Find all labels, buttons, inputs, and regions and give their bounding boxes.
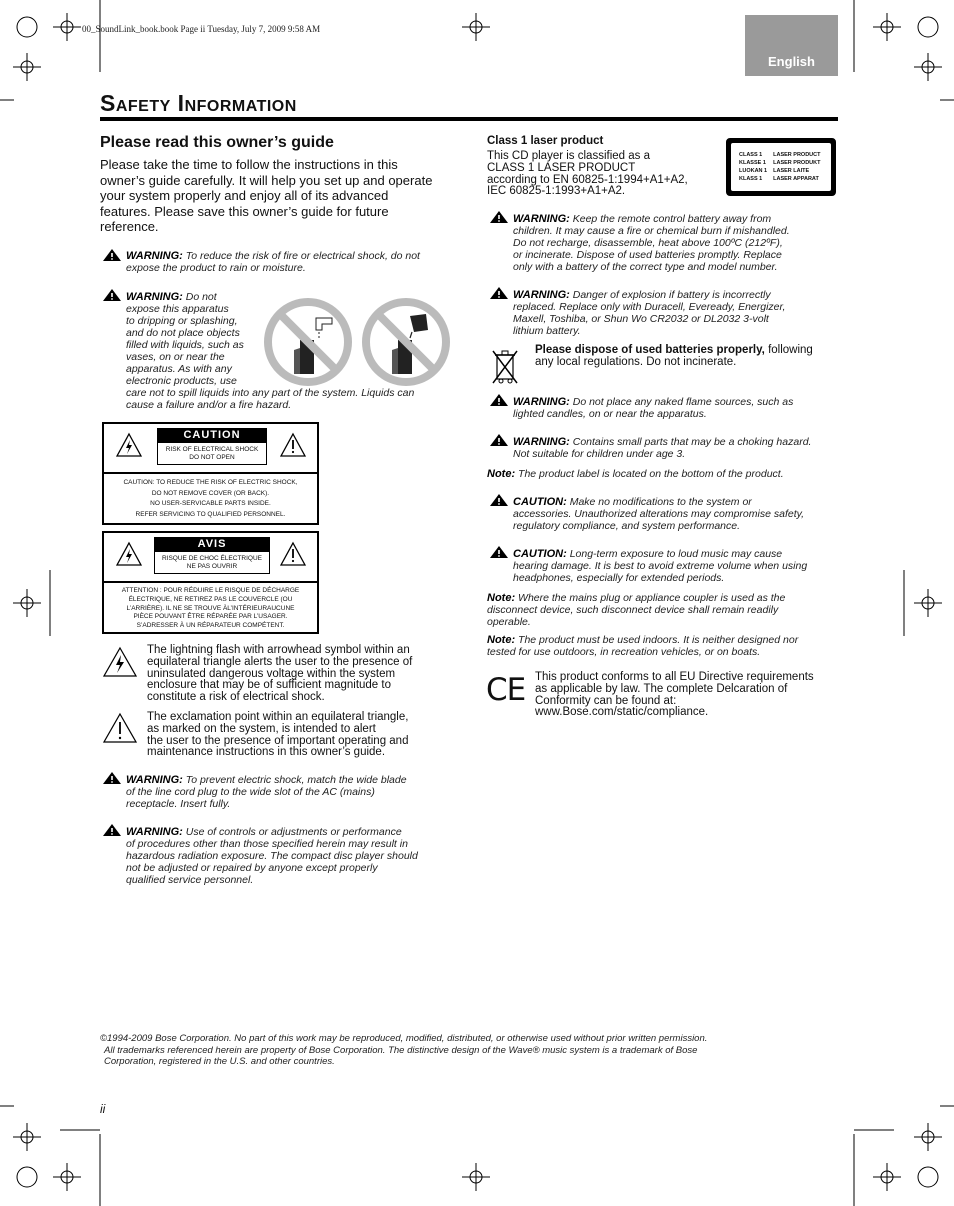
warning-line: qualified service personnel.	[126, 874, 254, 886]
caution-body-line: REFER SERVICING TO QUALIFIED PERSONNEL.	[135, 510, 286, 518]
laser-heading: Class 1 laser product	[487, 135, 604, 147]
warning-line: Do not recharge, disassemble, heat above 100ºC (212ºF),	[513, 237, 783, 249]
warning-label: WARNING:	[126, 774, 183, 786]
title-rule	[100, 117, 838, 121]
text-line: constitute a risk of electrical shock.	[147, 691, 325, 704]
caution-icon	[489, 493, 509, 507]
eu-compliance	[535, 672, 835, 719]
exclamation-triangle-icon	[103, 712, 137, 744]
warning-line: or incinerate. Dispose of used batteries promptly. Replace	[513, 249, 782, 261]
caution-line: Make no modifications to the system or	[569, 496, 752, 508]
text-line: as applicable by law. The complete Delcaration of	[535, 682, 788, 695]
note-line: disconnect device, such disconnect device shall remain readily	[487, 604, 779, 616]
warning-icon	[489, 433, 509, 447]
avis-body-line: PIÈCE POUVANT ÊTRE RÉPARÉE PAR L’USAGER.	[133, 613, 288, 621]
caution-sub-line: RISK OF ELECTRICAL SHOCK	[165, 446, 259, 453]
warning-line: Use of controls or adjustments or performance	[185, 826, 402, 838]
lightning-triangle-icon	[116, 432, 142, 458]
warning-line: Danger of explosion if battery is incorrectly	[572, 289, 771, 301]
warning-line: lighted candles, on or near the apparatus.	[513, 408, 707, 420]
laser-class-label	[726, 138, 836, 196]
intro-paragraph: Please take the time to follow the instructions in this owner’s guide carefully. It will help you set up and operate your system properly and enjoy all of its advanced features. Please save this owner’s guide for future reference.	[100, 157, 433, 235]
text-line: equilateral triangle alerts the user to the presence of	[147, 655, 413, 668]
language-tab[interactable]: English	[745, 15, 838, 76]
warning-line: not be adjusted or repaired by anyone except properly	[126, 862, 378, 874]
avis-sub-line: RISQUE DE CHOC ÉLECTRIQUE	[161, 555, 263, 562]
warning-line: apparatus. As with any	[126, 363, 232, 375]
disposal-text: following	[764, 344, 813, 356]
warning-text: To reduce the risk of fire or electrical shock, do not expose the product to rain or moisture.	[126, 250, 420, 274]
note-disconnect-device	[487, 592, 837, 628]
text-line: enclosure that may be of sufficient magnitude to	[147, 679, 391, 692]
warning-label: WARNING:	[513, 213, 570, 225]
disposal-text: any local regulations. Do not incinerate.	[535, 355, 737, 368]
warning-choking	[513, 436, 843, 460]
caution-label-box	[102, 422, 319, 525]
warning-line: To prevent electric shock, match the wide blade	[185, 774, 407, 786]
warning-line: children. It may cause a fire or chemical burn if mishandled.	[513, 225, 790, 237]
warning-line: Not suitable for children under age 3.	[513, 448, 686, 460]
warning-line: replaced. Replace only with Duracell, Eveready, Energizer,	[513, 301, 786, 313]
avis-body-line: ÉLECTRIQUE, NE RETIREZ PAS LE COUVERCLE (OU	[128, 595, 293, 603]
caution-sub-line: DO NOT OPEN	[189, 454, 235, 461]
label-text: KLASSE 1	[739, 160, 766, 166]
warning-icon	[102, 288, 122, 302]
warning-line: only with a battery of the correct type and model number.	[513, 261, 778, 273]
copyright-line: ©1994-2009 Bose Corporation. No part of this work may be reproduced, modified, distributed, or otherwise used without prior written permission.	[100, 1033, 708, 1044]
warning-label: WARNING:	[513, 436, 570, 448]
text-line: The exclamation point within an equilateral triangle,	[147, 711, 409, 723]
warning-line: filled with liquids, such as	[126, 339, 244, 351]
warning-battery-explosion	[513, 289, 843, 337]
warning-line: Keep the remote control battery away from	[572, 213, 772, 225]
avis-body-line: L’ARRIÈRE). IL NE SE TROUVE ÀL’INTÉRIEURAUCUNE	[126, 604, 295, 612]
battery-disposal	[535, 345, 835, 369]
warning-1	[126, 250, 441, 274]
text-line: Conformity can be found at:	[535, 694, 677, 707]
warning-label: WARNING:	[126, 826, 183, 838]
note-text: The product label is located on the bottom of the product.	[518, 468, 784, 480]
caution-line: hearing damage. It is best to avoid extreme volume when using	[513, 560, 808, 572]
warning-line: of the line cord plug to the wide slot of the AC (mains)	[126, 786, 375, 798]
caution-body-line: DO NOT REMOVE COVER (OR BACK).	[151, 489, 270, 497]
warning-line: Maxell, Toshiba, or Shun Wo CR2032 or DL2032 3-volt	[513, 313, 769, 325]
warning-icon	[489, 286, 509, 300]
caution-line: headphones, especially for extended periods.	[513, 572, 725, 584]
no-dripping-illustration	[262, 296, 354, 388]
warning-line: electronic products, use	[126, 375, 237, 387]
warning-line: hazardous radiation exposure. The compact disc player should	[126, 850, 418, 862]
text-line: CLASS 1 LASER PRODUCT	[487, 161, 636, 174]
warning-line: Do not	[185, 291, 217, 303]
note-label: Note:	[487, 592, 516, 604]
text-line: This CD player is classified as a	[487, 150, 650, 162]
laser-paragraph	[487, 151, 717, 198]
warning-label: WARNING:	[126, 250, 183, 262]
no-liquid-container-illustration	[360, 296, 452, 388]
warning-icon	[102, 248, 122, 262]
exclamation-triangle-icon	[280, 432, 306, 458]
text-line: according to EN 60825-1:1994+A1+A2,	[487, 173, 688, 186]
disposal-bold: Please dispose of used batteries properly,	[535, 344, 765, 356]
note-label: Note:	[487, 634, 516, 646]
compliance-url: www.Bose.com/static/compliance.	[535, 706, 709, 719]
avis-body-line: S’ADRESSER À UN RÉPARATEUR COMPÉTENT.	[136, 622, 285, 630]
note-line: Where the mains plug or appliance coupler is used as the	[518, 592, 786, 604]
caution-header: CAUTION	[157, 428, 267, 443]
warning-line: of procedures other than those specified herein may result in	[126, 838, 408, 850]
warning-label: WARNING:	[513, 396, 570, 408]
warning-4	[126, 826, 456, 886]
page-number: ii	[100, 1102, 106, 1116]
section-heading: Please read this owner’s guide	[100, 134, 334, 151]
caution-line: regulatory compliance, and system performance.	[513, 520, 741, 532]
warning-icon	[102, 771, 122, 785]
avis-label-box	[102, 531, 319, 634]
warning-battery-children	[513, 213, 843, 273]
warning-line: cause a failure and/or a fire hazard.	[126, 399, 292, 411]
caution-line: accessories. Unauthorized alterations may compromise safety,	[513, 508, 805, 520]
caution-label: CAUTION:	[513, 496, 567, 508]
caution-modifications	[513, 496, 843, 532]
text-line: the user to the presence of important operating and	[147, 734, 409, 747]
warning-label: WARNING:	[126, 291, 183, 303]
label-text: LUOKAN 1	[739, 168, 768, 174]
caution-body-line: NO USER-SERVICABLE PARTS INSIDE.	[150, 500, 271, 507]
warning-label: WARNING:	[513, 289, 570, 301]
text-line: IEC 60825-1:1993+A1+A2.	[487, 185, 626, 198]
warning-line: lithium battery.	[513, 325, 581, 337]
warning-icon	[102, 823, 122, 837]
label-text: LASER LAITE	[773, 168, 810, 174]
warning-line: vases, on or near the	[126, 351, 225, 363]
text-line: uninsulated dangerous voltage within the system	[147, 667, 396, 680]
page-title: Safety Information	[100, 90, 297, 116]
warning-icon	[489, 393, 509, 407]
label-text: LASER PRODUKT	[773, 160, 821, 166]
caution-label: CAUTION:	[513, 548, 567, 560]
note-line: operable.	[487, 616, 531, 628]
lightning-triangle-icon	[116, 541, 142, 567]
warning-line: to dripping or splashing,	[126, 315, 238, 327]
exclamation-triangle-icon	[280, 541, 306, 567]
ce-mark: CE	[486, 672, 526, 708]
caution-icon	[489, 545, 509, 559]
avis-sub-line: NE PAS OUVRIR	[186, 563, 238, 570]
note-indoor-use	[487, 634, 837, 658]
caution-hearing	[513, 548, 843, 584]
avis-header: AVIS	[154, 537, 270, 552]
lightning-explanation	[147, 645, 447, 704]
warning-line: expose this apparatus	[126, 303, 229, 315]
label-text: LASER PRODUCT	[773, 152, 821, 158]
text-line: This product conforms to all EU Directive requirements	[535, 671, 814, 683]
caution-body-line: CAUTION: TO REDUCE THE RISK OF ELECTRIC SHOCK,	[123, 479, 298, 486]
label-text: KLASS 1	[739, 176, 763, 182]
avis-body-line: ATTENTION : POUR RÉDUIRE LE RISQUE DE DÉCHARGE	[121, 587, 300, 594]
text-line: as marked on the system, is intended to alert	[147, 722, 376, 735]
copyright-line: Corporation, registered in the U.S. and other countries.	[104, 1056, 335, 1067]
text-line: The lightning flash with arrowhead symbol within an	[147, 644, 410, 656]
caution-line: Long-term exposure to loud music may cause	[569, 548, 783, 560]
crossed-bin-icon	[490, 347, 520, 385]
note-product-label	[487, 468, 837, 480]
warning-line: Do not place any naked flame sources, such as	[572, 396, 794, 408]
note-line: The product must be used indoors. It is neither designed nor	[518, 634, 799, 646]
exclamation-explanation	[147, 712, 447, 759]
copyright-line: All trademarks referenced herein are property of Bose Corporation. The distinctive design of the Wave® music system is a trademark of Bose	[104, 1044, 698, 1056]
text-line: maintenance instructions in this owner’s guide.	[147, 746, 386, 759]
warning-line: Contains small parts that may be a choking hazard.	[572, 436, 812, 448]
warning-flame	[513, 396, 843, 420]
note-label: Note:	[487, 468, 516, 480]
warning-icon	[489, 210, 509, 224]
label-text: CLASS 1	[739, 152, 763, 158]
copyright	[100, 1033, 820, 1068]
warning-line: and do not place objects	[126, 327, 240, 339]
warning-line: receptacle. Insert fully.	[126, 798, 231, 810]
print-header: 00_SoundLink_book.book Page ii Tuesday, July 7, 2009 9:58 AM	[82, 24, 321, 34]
lightning-triangle-icon	[103, 646, 137, 678]
warning-line: care not to spill liquids into any part of the system. Liquids can	[126, 387, 415, 399]
label-text: LASER APPARAT	[773, 176, 819, 182]
note-line: tested for use outdoors, in recreation vehicles, or on boats.	[487, 646, 761, 658]
warning-3	[126, 774, 456, 810]
